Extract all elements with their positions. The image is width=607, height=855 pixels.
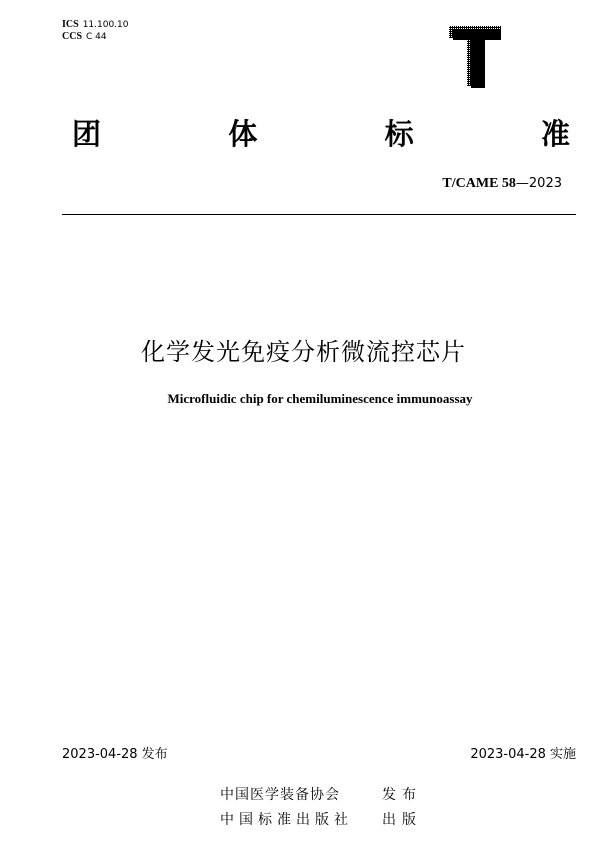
publisher-action: 出版 [382,812,422,828]
standard-type-char: 团 [72,117,102,151]
publisher-org: 中国标准出版社 [220,812,353,828]
header-divider [62,214,576,215]
ics-code: ICS 11.100.10 [62,19,129,30]
publisher-action: 发布 [382,787,422,803]
classification-codes [62,19,129,43]
title-english: Microfluidic chip for chemiluminescence immunoassay [167,391,473,406]
implementation-date: 2023-04-28 实施 [470,747,576,762]
issue-date: 2023-04-28 发布 [62,747,168,762]
title-chinese: 化学发光免疫分析微流控芯片 [141,338,466,366]
svg-text:T: T [449,24,450,25]
standard-type-char: 准 [540,117,570,151]
standard-type-char: 标 [384,117,414,151]
publisher-org: 中国医学装备协会 [220,787,340,803]
standard-type-char: 体 [228,117,258,151]
standard-number: T/CAME 58—2023 [442,176,562,191]
standard-type-t-logo [449,24,501,88]
publisher-block [220,783,422,833]
ccs-code: CCS C 44 [62,31,107,42]
publisher-line [220,783,422,808]
standard-type-heading [72,112,570,153]
publisher-line [220,808,422,833]
